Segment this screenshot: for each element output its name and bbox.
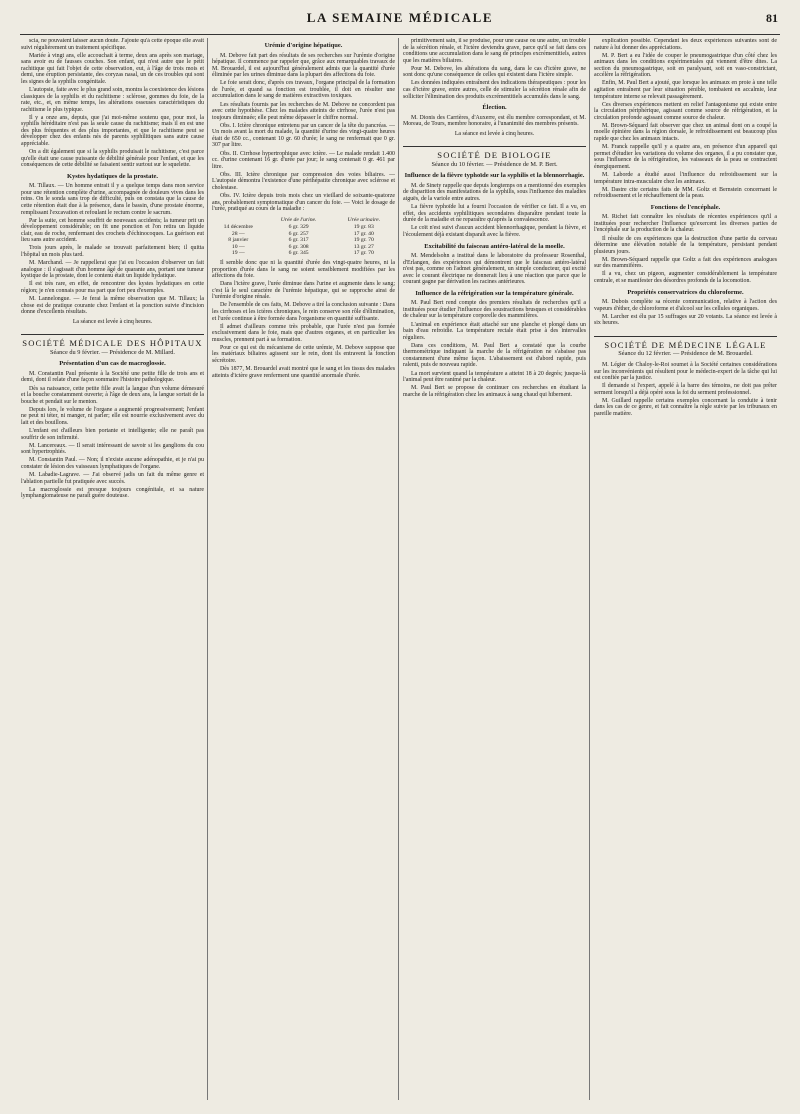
table-row: [212, 250, 395, 257]
paragraph: Les données indiquées entraînent des indications thérapeutiques : pour les cas d'ictère grave, entre autres, celle de stimuler la sécrétion rénale afin de solliciter l'élimination des produits excrémentitiels accumulés dans le sang.: [403, 80, 586, 100]
paragraph: Il est très rare, en effet, de rencontrer des kystes hydatiques en cette région; je n'en connais pour ma part que fort peu d'exemples.: [21, 281, 204, 294]
paragraph: Il a vu, chez un pigeon, augmenter considérablement la température centrale, et se manifester des désordres profonds de la locomotion.: [594, 271, 777, 284]
paragraph: scia, ne pouvaient laisser aucun doute. J'ajoute qu'à cette époque elle avait suivi régulièrement un traitement spécifique.: [21, 38, 204, 51]
paragraph: Mariée à vingt ans, elle accouchait à terme, deux ans après son mariage, sans avoir eu de fausses couches. Son enfant, qui n'est autre que le petit rachitique qui fait l'objet de cette observation, eut, à l'âge de trois mois et demi, une éruption persistante, des coryzas nasal, un de ces troubles qui sont les signes de la syphilis congénitale.: [21, 52, 204, 85]
paragraph: Il admet d'ailleurs comme très probable, que l'urée n'est pas formée exclusivement dans le foie, mais que d'autres organes, et en particulier les muscles, prennent part à sa formation.: [212, 323, 395, 343]
paragraph: Dès sa naissance, cette petite fille avait la langue d'un volume démesuré et la bouche constamment ouverte; à l'âge de deux ans, la langue sortait de la bouche et pendait sur le menton.: [21, 385, 204, 405]
paragraph: M. Paul Bert rend compte des premiers résultats de recherches qu'il a instituées pour étudier l'influence des soustractions brusques et considérables de chaleur sur la température corporelle des mammifères.: [403, 300, 586, 320]
paragraph: M. Mendelsohn a institué dans le laboratoire du professeur Rosenthal, d'Erlangen, des expériences qui démontrent que le faisceau antéro-latéral n'est pas, comme on l'admet généralement, un simple conducteur, qui excité avec le courant électrique ne donnerait lieu à une réaction que parce que le courant gagne par dérivation les racines antérieures.: [403, 253, 586, 286]
society-heading: SOCIÉTÉ DE MÉDECINE LÉGALE: [594, 336, 777, 349]
paragraph: Dans l'ictère grave, l'urée diminue dans l'urine et augmente dans le sang; c'est là le seul caractère de l'urémie hépatique, qui se rapproche ainsi de l'urémie d'origine rénale.: [212, 281, 395, 301]
session-line: Séance du 10 février. — Présidence de M. P. Bert.: [431, 160, 558, 168]
paragraph: Obs. III. Ictère chronique par compression des voies biliaires. — L'autopsie démontra l'existence d'une périhépatite chronique avec sclérose et cholestase.: [212, 171, 395, 191]
column-2: [212, 38, 395, 1100]
table-cell: 17 gr. 40: [353, 230, 374, 237]
paragraph: M. Constantin Paul présente à la Société une petite fille de trois ans et demi, dont il relate d'une façon sommaire l'histoire pathologique.: [21, 370, 204, 384]
paragraph: M. de Sinety rappelle que depuis longtemps on a mentionné des exemples de disparition des manifestations de la syphilis, sous l'influence des maladies aiguës, de la variole entre autres.: [403, 182, 586, 203]
table-cell: 6 gr. 308: [288, 243, 309, 250]
paragraph: M. Dionis des Carrières, d'Auxerre, est élu membre correspondant, et M. Moreau, de Tours, membre honoraire, à l'unanimité des membres présents.: [403, 114, 586, 128]
paragraph: Pour M. Debove, les altérations du sang, dans le cas d'ictère grave, ne sont donc qu'une conséquence de celles qui existent dans l'ictère simple.: [403, 65, 586, 79]
section-heading: Influence de la fièvre typhoïde sur la syphilis et la blennorrhagie.: [404, 172, 585, 180]
paragraph: M. Lannelongue. — Je ferai la même observation que M. Tillaux; la chose est de pratique courante chez l'enfant et la ponction suivie d'incision donne d'excellents résultats.: [21, 296, 204, 316]
paragraph: Depuis lors, le volume de l'organe a augmenté progressivement; l'enfant ne peut ni téter, ni manger, ni parler; elle est nourrie exclusivement avec du lait et des bouillons.: [21, 406, 204, 426]
session-line: Séance du 12 février. — Présidence de M. Brouardel.: [618, 350, 753, 358]
paragraph: Obs. II. Cirrhose hypertrophique avec ictère. — Le malade rendait 1.400 cc. d'urine contenant 16 gr. d'urée par jour; le sang contenait 0 gr. 461 par litre.: [212, 150, 395, 170]
society-heading: SOCIÉTÉ MÉDICALE DES HÔPITAUX: [21, 334, 204, 347]
column-rule: [589, 38, 590, 1100]
column-rule: [207, 38, 208, 1100]
paragraph: primitivement sain, il se produise, pour une cause ou une autre, un trouble de la sécrétion rénale, et l'ictère deviendra grave, parce qu'il se fait dans ces conditions une accumulation dans le sang de principes excrémentitiels, autres que les matières biliaires.: [403, 38, 586, 64]
section-heading: Élection.: [482, 104, 507, 112]
table-header: Urée urinaire.: [347, 216, 381, 223]
paragraph: Le foie serait donc, d'après ces travaux, l'organe principal de la formation de l'urée, et quand sa fonction est troublée, il doit en résulter une accumulation dans le sang de matières extractives toxiques.: [212, 80, 395, 100]
paragraph: Par la suite, cet homme souffrit de nouveaux accidents; la tumeur prit un développement considérable; on fit une ponction et l'on retira un liquide clair, eau de roche, renfermant des crochets d'échinocoques. La guérison eut lieu sans autre accident.: [21, 217, 204, 244]
section-heading: Urémie d'origine hépatique.: [264, 42, 343, 49]
paragraph: Le coït n'est suivi d'aucun accident blennorrhagique, pendant la fièvre, et l'écoulement déjà existant disparaît avec la fièvre.: [403, 225, 586, 238]
table-header: [212, 216, 265, 225]
paragraph: La fièvre typhoïde lui a fourni l'occasion de vérifier ce fait. Il a vu, en effet, des accidents syphilitiques secondaires disparaître pendant toute la durée de la maladie et ne reparaître qu'après la convalescence.: [403, 204, 586, 224]
table-cell: 6 gr. 257: [288, 230, 309, 237]
paragraph: M. P. Bert a eu l'idée de couper le pneumogastrique d'un côté chez les animaux dans les conditions expérimentales qui viennent d'être dites. La section du pneumogastrique, soit en paralysant, soit en vaso-constrictant, accélère la réfrigération.: [594, 52, 777, 79]
paragraph: La séance est levée à cinq heures.: [454, 130, 535, 137]
paragraph: M. Laborde a étudié aussi l'influence du refroidissement sur la température intra-musculaire chez les animaux.: [594, 171, 777, 185]
paragraph: Il semble donc que ni la quantité d'urée des vingt-quatre heures, ni la proportion d'urée dans le sang ne soient sensiblement modifiées par les affections du foie.: [212, 259, 395, 280]
paragraph: Il résulte de ces expériences que la destruction d'une partie du cerveau détermine une élévation notable de la température, persistant pendant plusieurs jours.: [594, 235, 777, 255]
table-cell: 8 janvier: [228, 237, 249, 244]
column-4: [594, 38, 777, 1100]
table-cell: 28 —: [231, 230, 245, 237]
paragraph: Pour ce qui est du mécanisme de cette urémie, M. Debove suppose que les matériaux biliaires agissent sur le rein, dont ils entravent la fonction sécrétoire.: [212, 344, 395, 364]
paragraph: M. Dastre cite certains faits de MM. Goltz et Bernstein concernant le refroidissement et le réchauffement de la peau.: [594, 186, 777, 200]
table-cell: 13 gr. 27: [353, 243, 374, 250]
society-heading: SOCIÉTÉ DE BIOLOGIE: [403, 146, 586, 159]
table-cell: 14 décembre: [223, 224, 253, 231]
paragraph: La séance est levée à cinq heures.: [72, 318, 153, 325]
table-header: Urée de l'urine.: [280, 216, 317, 223]
page-header: [20, 8, 780, 35]
paragraph: L'enfant est d'ailleurs bien portante et intelligente; elle ne paraît pas souffrir de son infirmité.: [21, 428, 204, 441]
paragraph: M. Constantin Paul. — Non; il n'existe aucune adénopathie, et je n'ai pu constater de lésion des vaisseaux lymphatiques de l'organe.: [21, 457, 204, 470]
paragraph: M. Marchand. — Je rappellerai que j'ai eu l'occasion d'observer un fait analogue : il s'agissait d'un homme âgé de quarante ans, portant une tumeur kystique de la prostate, dont le contenu était un liquide hydatique.: [21, 260, 204, 280]
paragraph: Dans ces conditions, M. Paul Bert a constaté que la courbe thermométrique indiquant la marche de la réfrigération ne s'abaisse pas constamment d'une même façon. L'abaissement est d'abord rapide, puis ralenti, puis de nouveau rapide.: [403, 342, 586, 369]
table-cell: 6 gr. 329: [288, 224, 309, 231]
table-cell: 6 gr. 345: [288, 250, 309, 257]
paragraph: Enfin, M. Paul Bert a ajouté, que lorsque les animaux en proie à une telle agitation entraînent par leur situation pénible, tombaient en accalmie, leur température interne se relevait passagèrement.: [594, 80, 777, 100]
paragraph: M. Brown-Séquard fait observer que chez un animal dont on a coupé la moelle épinière dans la région dorsale, le refroidissement est beaucoup plus rapide que chez les animaux intacts.: [594, 122, 777, 143]
page-number: 81: [766, 11, 778, 25]
section-heading: Propriétés conservatrices du chloroforme.: [627, 288, 744, 296]
paragraph: L'animal en expérience était attaché sur une planche et plongé dans un bain d'eau refroidie. La température rectale était prise à des intervalles réguliers.: [403, 321, 586, 341]
paragraph: La macroglossie est presque toujours congénitale, et sa nature lymphangiomateuse ne paraît guère douteuse.: [21, 486, 204, 500]
table-cell: 19 —: [231, 250, 245, 257]
paragraph: M. Lancereaux. — Il serait intéressant de savoir si les ganglions du cou sont hypertrophiés.: [21, 442, 204, 456]
paragraph: L'autopsie, faite avec le plus grand soin, montra la coexistence des lésions classiques de la syphilis et du rachitisme : sclérose, gommes du foie, de la rate, etc., et, en même temps, les altérations osseuses caractéristiques du rachitisme le plus typique.: [21, 87, 204, 113]
paragraph: M. Brown-Séquard rappelle que Goltz a fait des expériences analogues sur des mammifères.: [594, 256, 777, 270]
section-heading: Excitabilité du faisceau antéro-latéral de la moelle.: [424, 242, 565, 250]
paragraph: M. Guillard rappelle certains exemples concernant la conduite à tenir dans les cas de ce genre, et fait connaître la règle suivie par les tribunaux en pareille matière.: [594, 397, 777, 417]
paragraph: explication possible. Cependant les deux expériences suivantes sont de nature à lui donner des appréciations.: [594, 38, 777, 51]
table-cell: 6 gr. 317: [288, 237, 309, 244]
paragraph: On a dit également que si la syphilis produisait le rachitisme, c'est parce qu'elle était une cause puissante de débilité générale pour l'enfant, et que les conséquences de cette débilité se faisaient sentir surtout sur le squelette.: [21, 149, 204, 169]
section-heading: Présentation d'un cas de macroglossie.: [59, 360, 166, 368]
table-cell: 17 gr. 70: [353, 250, 374, 257]
section-heading: Fonctions de l'encéphale.: [650, 203, 721, 211]
paragraph: M. Légier de Chaloy-le-Roi soumet à la Société certaines considérations sur les inconvénients qui résultent pour le médecin-expert de la tâche qui lui est confiée par la justice.: [594, 361, 777, 382]
paragraph: Trois jours après, le malade se trouvait parfaitement bien; il quitta l'hôpital un mois plus tard.: [21, 245, 204, 258]
paragraph: Les résultats fournis par les recherches de M. Debove ne concordent pas avec cette hypothèse. Chez les malades atteints de cirrhose, l'urée n'est pas toujours diminuée; elle peut même dépasser le chiffre normal.: [212, 101, 395, 121]
paragraph: M. Debove fait part des résultats de ses recherches sur l'urémie d'origine hépatique. Il commence par rappeler que, grâce aux remarquables travaux de M. Brouardel, il est aujourd'hui généralement admis que la quantité d'urée éliminée par les urines diminue dans la plupart des affections du foie.: [212, 52, 395, 79]
paragraph: La mort survient quand la température a atteint 18 à 20 degrés; jusque-là l'animal peut être ranimé par la chaleur.: [403, 370, 586, 384]
table-row: [212, 224, 395, 231]
table-cell: 19 gr. 83: [353, 224, 374, 231]
paragraph: Dès 1877, M. Brouardel avait montré que le sang et les tissus des malades atteints d'ictère grave renferment une quantité anormale d'urée.: [212, 366, 395, 379]
paragraph: M. Larcher est élu par 15 suffrages sur 20 votants. La séance est levée à six heures.: [594, 313, 777, 327]
paragraph: De l'ensemble de ces faits, M. Debove a tiré la conclusion suivante : Dans les cirrhoses et les ictères chroniques, le rein conserve son rôle d'élimination, et l'urée continue à être formée dans l'organisme en quantité suffisante.: [212, 302, 395, 322]
paragraph: Il demande si l'expert, appelé à la barre des témoins, ne doit pas prêter serment lorsqu'il a déjà opéré sous la foi du serment professionnel.: [594, 383, 777, 396]
paragraph: Obs. IV. Ictère depuis trois mois chez un vieillard de soixante-quatorze ans, probablement symptomatique d'un cancer du foie. — Voici le dosage de l'urée, pratiqué au cours de la maladie :: [212, 193, 395, 213]
paragraph: M. Dubois complète sa récente communication, relative à l'action des vapeurs d'éther, de chloroforme et d'alcool sur les cellules organiques.: [594, 299, 777, 312]
column-3: [403, 38, 586, 1100]
session-line: Séance du 9 février. — Présidence de M. Millard.: [49, 348, 176, 356]
paragraph: Ces diverses expériences mettent en relief l'antagonisme qui existe entre la circulation périphérique, agissant comme source de réfrigération, et la circulation profonde agissant comme source de chaleur.: [594, 101, 777, 121]
paragraph: M. Tillaux. — Un homme entrait il y a quelque temps dans mon service pour une rétention complète d'urine, accompagnée de douleurs vives dans les reins. On le sonda sans trop de difficulté, puis on constata que la cause de cette rétention était due à la présence, dans le bassin, d'une prostate énorme, remplissant l'excavation et refoulant le rectum contre le sacrum.: [21, 183, 204, 216]
table-cell: 19 gr. 70: [353, 237, 374, 244]
paragraph: M. Paul Bert se propose de continuer ces recherches en étudiant la marche de la réfrigération chez les animaux à sang chaud qui hibernent.: [403, 385, 586, 398]
paragraph: Il y a onze ans, depuis, que j'ai moi-même soutenu que, pour moi, la syphilis héréditaire n'est pas la seule cause du rachitisme; mais il en est une des plus fréquentes et des plus importantes, et que le rachitisme peut se développer chez des enfants nés de parents syphilitiques sans autre cause appréciable.: [21, 114, 204, 147]
table-row: [212, 237, 395, 244]
column-rule: [398, 38, 399, 1100]
section-heading: Influence de la réfrigération sur la température générale.: [415, 289, 574, 297]
section-heading: Kystes hydatiques de la prostate.: [66, 172, 159, 180]
column-1: [21, 38, 204, 1100]
urea-table: [212, 216, 395, 257]
paragraph: M. Franck rappelle qu'il y a quatre ans, en présence d'un appareil qui permet d'étudier les variations du volume des organes, il a pu constater que, sous l'influence de la réfrigération, les vaisseaux de la peau se contractent énergiquement.: [594, 144, 777, 170]
table-cell: 10 —: [231, 243, 245, 250]
paragraph: M. Richet fait connaître les résultats de récentes expériences qu'il a instituées pour rechercher l'influence qu'exercent les diverses parties de l'encéphale sur la production de la chaleur.: [594, 214, 777, 234]
journal-title: LA SEMAINE MÉDICALE: [306, 10, 494, 25]
paragraph: M. Labadie-Lagrave. — J'ai observé jadis un fait du même genre et l'ablation partielle fut pratiquée avec succès.: [21, 472, 204, 485]
paragraph: Obs. I. Ictère chronique entretenu par un cancer de la tête du pancréas. — Un mois avant la mort du malade, la quantité d'urine des vingt-quatre heures était de 650 cc., contenant 10 gr. 60 d'urée; le sang ne renfermait que 0 gr. 307 par litre.: [212, 122, 395, 149]
